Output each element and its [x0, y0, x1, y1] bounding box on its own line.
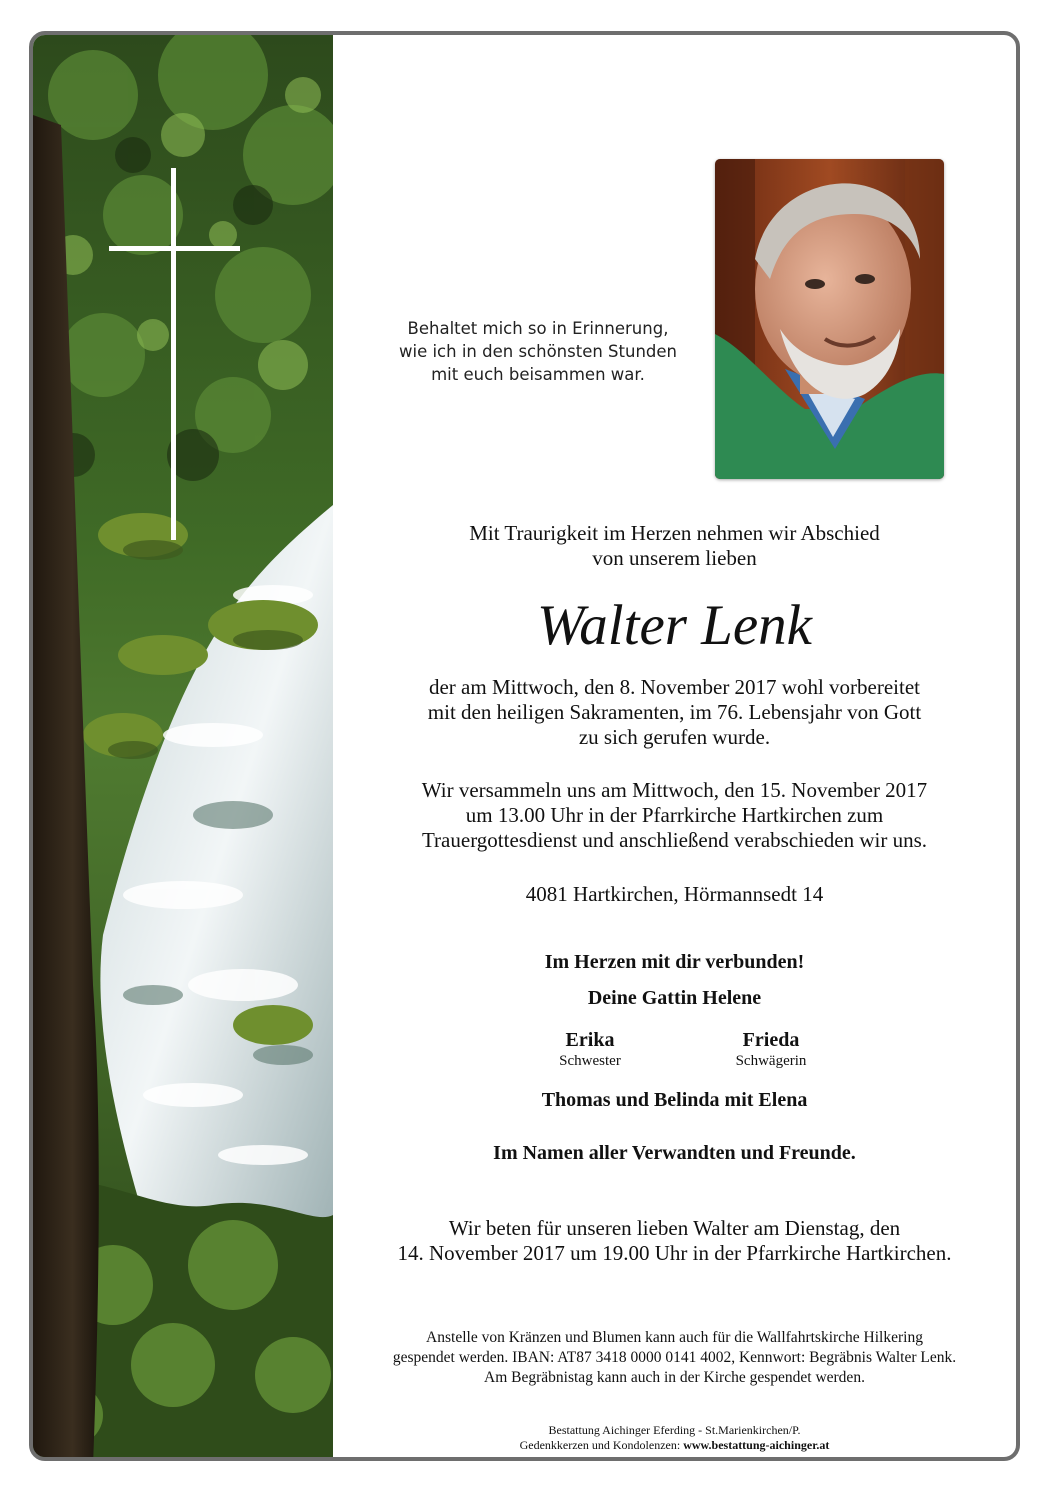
mourner-wife: Deine Gattin Helene — [587, 987, 762, 1009]
mourner-children: Thomas und Belinda mit Elena — [541, 1089, 808, 1111]
relative — [691, 1028, 851, 1070]
deceased-portrait — [715, 159, 944, 479]
relative — [510, 1028, 670, 1070]
donation-line: Anstelle von Kränzen und Blumen kann auch für die Wallfahrtskirche Hilkering — [426, 1329, 923, 1346]
quote-line: mit euch beisammen war. — [431, 365, 645, 384]
death-line: der am Mittwoch, den 8. November 2017 wohl vorbereitet — [428, 675, 921, 699]
relative-name: Erika — [565, 1029, 615, 1051]
address: 4081 Hartkirchen, Hörmannsedt 14 — [525, 882, 824, 906]
intro-line: Mit Traurigkeit im Herzen nehmen wir Abschied — [469, 521, 880, 545]
service-notice — [333, 778, 1016, 853]
death-line: mit den heiligen Sakramenten, im 76. Lebensjahr von Gott — [427, 700, 922, 724]
relative-role: Schwägerin — [735, 1053, 807, 1069]
obituary-content — [333, 35, 1016, 1457]
service-line: Wir versammeln uns am Mittwoch, den 15. November 2017 — [421, 778, 928, 802]
service-line: Trauergottesdienst und anschließend verabschieden wir uns. — [421, 828, 928, 852]
mourners-motto: Im Herzen mit dir verbunden! — [544, 951, 805, 973]
death-notice — [333, 675, 1016, 750]
obituary-card — [29, 31, 1020, 1461]
prayer-line: 14. November 2017 um 19.00 Uhr in der Pfarrkirche Hartkirchen. — [397, 1241, 952, 1265]
undertaker-name: Bestattung Aichinger Eferding - St.Marienkirchen/P. — [548, 1423, 801, 1437]
quote-line: Behaltet mich so in Erinnerung, — [407, 319, 669, 338]
cross-icon-bar — [109, 246, 240, 251]
intro-text — [333, 521, 1016, 571]
donation-notice — [333, 1328, 1016, 1388]
relative-role: Schwester — [559, 1053, 621, 1069]
undertaker-contact — [333, 1438, 1016, 1453]
donation-line: gespendet werden. IBAN: AT87 3418 0000 0141 4002, Kennwort: Begräbnis Walter Lenk. — [392, 1349, 957, 1366]
forest-stream-photo — [33, 35, 333, 1457]
undertaker-info — [333, 1423, 1016, 1453]
undertaker-website-link[interactable]: www.bestattung-aichinger.at — [683, 1438, 830, 1452]
intro-line: von unserem lieben — [592, 546, 757, 570]
mourners-all: Im Namen aller Verwandten und Freunde. — [493, 1142, 856, 1164]
cross-icon — [171, 168, 176, 540]
memorial-quote — [373, 317, 703, 386]
donation-line: Am Begräbnistag kann auch in der Kirche gespendet werden. — [484, 1369, 865, 1386]
contact-label: Gedenkkerzen und Kondolenzen: — [519, 1438, 681, 1452]
death-line: zu sich gerufen wurde. — [578, 725, 771, 749]
prayer-notice — [333, 1216, 1016, 1266]
relative-name: Frieda — [742, 1029, 800, 1051]
quote-line: wie ich in den schönsten Stunden — [399, 342, 677, 361]
prayer-line: Wir beten für unseren lieben Walter am Dienstag, den — [448, 1216, 901, 1240]
deceased-name: Walter Lenk — [537, 594, 812, 657]
service-line: um 13.00 Uhr in der Pfarrkirche Hartkirchen zum — [465, 803, 884, 827]
